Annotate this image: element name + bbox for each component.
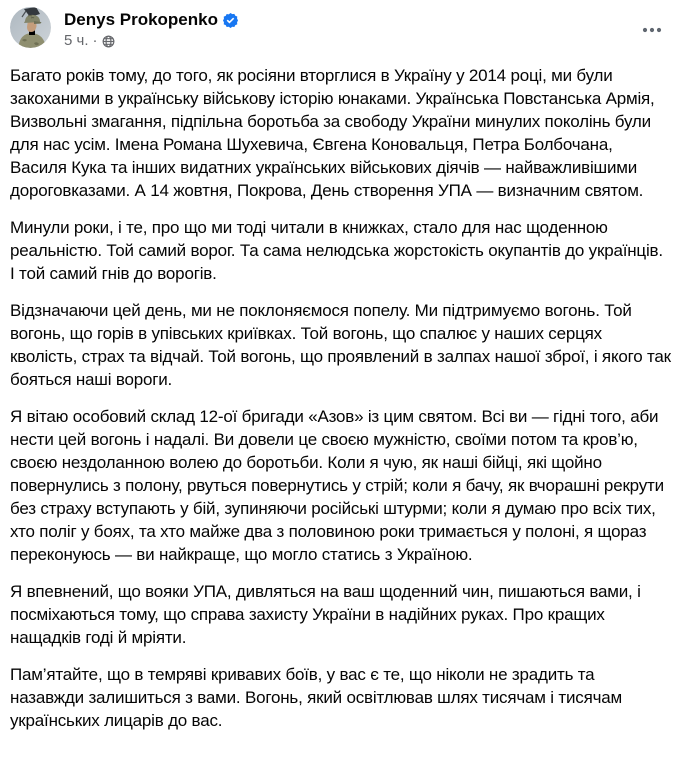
meta-separator: · — [92, 32, 98, 49]
post-paragraph: Відзначаючи цей день, ми не поклоняємося попелу. Ми підтримуємо вогонь. Той вогонь, що горів в упівських криївках. Той вогонь, що спалює у наших серцях кволість, страх та відчай. Той вогонь, що проявлений в залпах нашої зброї, і якого так бояться наші вороги. — [10, 301, 676, 389]
post-paragraph: Пам’ятайте, що в темряві кривавих боїв, у вас є те, що ніколи не зрадить та назавжди залишиться з вами. Вогонь, який освітлював шлях тисячам і тисячам українських лицарів до вас. — [10, 665, 627, 730]
profile-photo-icon — [10, 7, 51, 48]
post-meta — [64, 31, 238, 50]
globe-icon — [102, 35, 115, 48]
more-options-button[interactable] — [634, 12, 670, 48]
avatar[interactable] — [10, 7, 51, 48]
post-header — [0, 0, 684, 50]
verified-badge-icon — [223, 13, 238, 28]
post-content — [0, 50, 684, 732]
post-paragraph: Я впевнений, що вояки УПА, дивляться на ваш щоденний чин, пишаються вами, і посміхаються тому, що справа захисту України в надійних руках. Про кращих нащадків годі й мріяти. — [10, 582, 646, 647]
post-paragraph: Минули роки, і те, про що ми тоді читали в книжках, стало для нас щоденною реальністю. Той самий ворог. Та сама нелюдська жорстокість окупантів до українців. І той самий гнів до ворогів. — [10, 218, 668, 283]
more-options-icon — [640, 18, 664, 42]
post-paragraph: Багато років тому, до того, як росіяни вторглися в Україну у 2014 році, ми були закоханими в українську військову історію юнаками. Українська Повстанська Армія, Визвольні змагання, підпільна боротьба за свободу України минулих поколінь були для нас усім. Імена Романа Шухевича, Євгена Коновальця, Петра Болбочана, Василя Кука та інших видатних українських військових діячів — найважливішими дороговказами. А 14 жовтня, Покрова, День створення УПА — визначним святом. — [10, 66, 660, 200]
author-column — [64, 7, 238, 50]
post-timestamp[interactable]: 5 ч. — [64, 32, 89, 49]
post-paragraph: Я вітаю особовий склад 12-ої бригади «Азов» із цим святом. Всі ви — гідні того, аби нести цей вогонь і надалі. Ви довели це своєю мужністю, своїми потом та кров’ю, своєю нездоланною волею до боротьби. Коли я чую, як наші бійці, які щойно повернулись з полону, рвуться повернутись у стрій; коли я бачу, як вчорашні рекрути без страху вступають у бій, зупиняючи російські штурми; коли я думаю про всіх тих, хто поліг у боях, та хто майже два з половиною роки тримається у полоні, я щораз переконуюсь — ви найкраще, що могло статись з Україною. — [10, 407, 669, 564]
author-name[interactable]: Denys Prokopenko — [64, 10, 218, 29]
